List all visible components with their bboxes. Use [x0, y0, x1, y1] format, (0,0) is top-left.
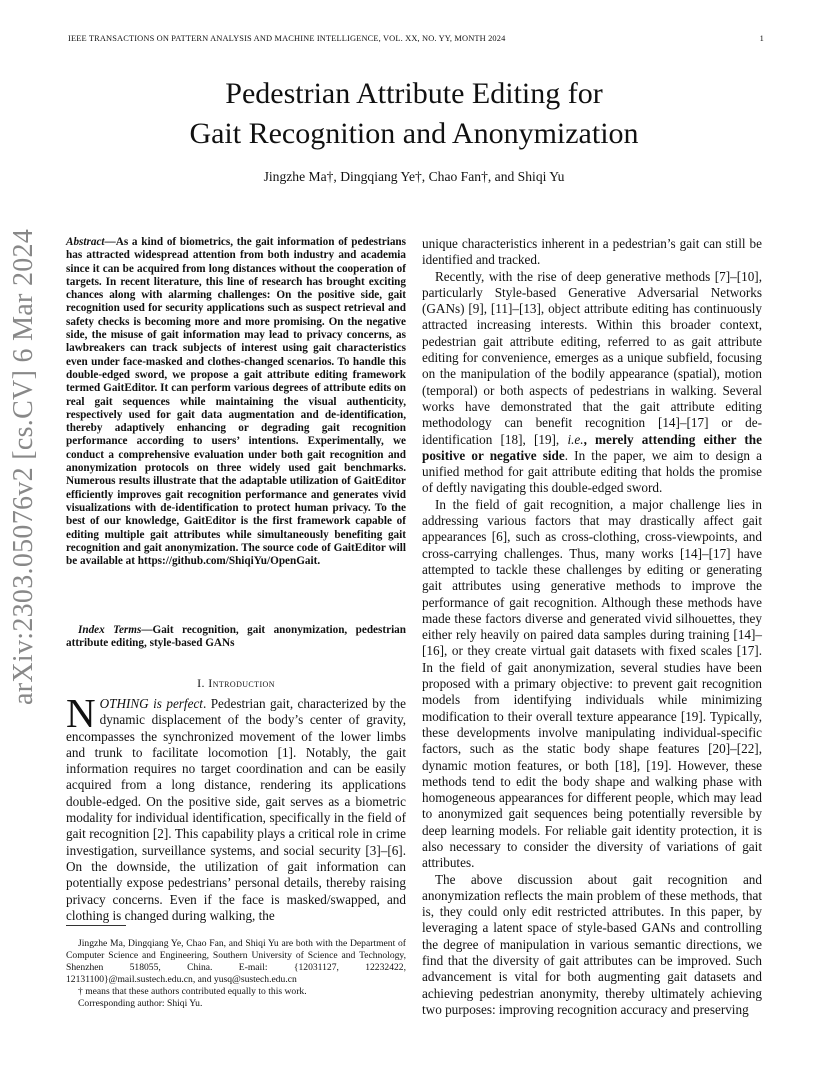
paragraph: unique characteristics inherent in a pedestrian’s gait can still be identified and tracked.	[422, 236, 762, 268]
index-terms-text: —Gait recognition, gait anonymization, pedestrian attribute editing, style-based GANs	[66, 624, 406, 650]
footnote-equal-contribution: † means that these authors contributed equally to this work.	[78, 986, 307, 997]
index-terms-label: Index Terms	[78, 624, 142, 636]
intro-paragraph	[66, 690, 406, 924]
index-terms	[66, 624, 406, 651]
paragraph: The above discussion about gait recognition and anonymization reflects the main problem of these methods, that is, they could only edit restricted attributes. In this paper, by leveraging a latent space of style-based GANs and controlling the degree of manipulation in various semantic directions, we find that the diversity of gait attributes can be improved. Such advancement is vital for both augmenting gait datasets and achieving pedestrian anonymity, thereby ultimately achieving two purposes: improving recognition accuracy and preserving	[422, 871, 762, 1017]
footnote-affiliation: Jingzhe Ma, Dingqiang Ye, Chao Fan, and Shiqi Yu are both with the Department of Computer Science and Engineering, Southern University of Science and Technology, Shenzhen 518055, China. E-mail: {12031127, 12232422, 12131100}@mail.sustech.edu.cn, and yusq@sustech.edu.cn	[66, 938, 406, 985]
author-list: Jingzhe Ma†, Dingqiang Ye†, Chao Fan†, and Shiqi Yu	[263, 169, 565, 184]
paper-title	[90, 74, 738, 154]
abstract-text: —As a kind of biometrics, the gait information of pedestrians has attracted widespread attention from both industry and academia since it can be acquired from long distances without the cooperation of targets. In recent literature, this line of research has brought exciting chances along with alarming challenges: On the positive side, gait recognition used for security applications such as suspect retrieval and safety checks is becoming more and more promising. On the negative side, the misuse of gait information may lead to privacy concerns, as lawbreakers can track subjects of interest using gait characteristics even under face-masked and clothes-changed scenarios. To handle this double-edged sword, we propose a gait attribute editing framework termed GaitEditor. It can perform various degrees of attribute edits on real gait sequences while maintaining the visual authenticity, respectively used for gait data augmentation and de-identification, thereby adaptively enhancing or degrading gait recognition performance according to users’ intentions. Experimentally, we conduct a comprehensive evaluation under both gait recognition and anonymization protocols on three widely used gait benchmarks. Numerous results illustrate that the adaptable utilization of GaitEditor efficiently improves gait recognition performance and generates vivid visualizations with de-identification to protect human privacy. To the best of our knowledge, GaitEditor is the first framework capable of editing multiple gait attributes while simultaneously benefiting gait recognition and gait anonymization. The source code of GaitEditor will be available at https://github.com/ShiqiYu/OpenGait.	[66, 236, 406, 568]
title-line-2: Gait Recognition and Anonymization	[189, 117, 639, 150]
arxiv-stamp[interactable]: arXiv:2303.05076v2 [cs.CV] 6 Mar 2024	[8, 228, 39, 705]
footnotes	[66, 938, 406, 1010]
running-header	[68, 34, 764, 43]
abstract-label: Abstract	[66, 236, 105, 248]
intro-lead: OTHING is perfect	[99, 696, 203, 711]
section-heading: I. Introduction	[197, 676, 275, 690]
paragraph: Recently, with the rise of deep generative methods [7]–[10], particularly Style-based Generative Adversarial Networks (GANs) [9], [11]–[13], object attribute editing has continuously attracted increasing interests. Within this broader context, pedestrian gait attribute editing, referred to as gait attribute editing for convenience, emerges as a unique subfield, focusing on the manipulation of the bodily appearance (spatial), motion (temporal) or both aspects of pedestrians in walking. Several works have demonstrated that the gait attribute editing methodology can benefit recognition [14]–[17] or de-identification [18], [19], i.e., merely attending either the positive or negative side. In the paper, we aim to design a unified method for gait attribute editing that holds the promise of deftly navigating this double-edged sword.	[422, 268, 763, 496]
page-number: 1	[759, 34, 764, 43]
title-line-1: Pedestrian Attribute Editing for	[225, 77, 603, 110]
drop-cap: N	[66, 690, 96, 736]
abstract	[66, 236, 406, 568]
footnote-rule	[66, 925, 126, 926]
intro-text: . Pedestrian gait, characterized by the dynamic displacement of the body’s center of gravity, encompasses the synchronized movement of the lower limbs and trunk to facilitate locomotion [1]. Notably, the gait information requires no target coordination and can be easily acquired from a long distance, rendering its applications double-edged. On the positive side, gait serves as a biometric modality for individual identification, specifically in the field of gait recognition [2]. This capability plays a critical role in crime investigation, surveillance systems, and social security [3]–[6]. On the downside, the utilization of gait information can potentially expose pedestrians’ personal details, thereby raising privacy concerns. Even if the face is masked/swapped, and clothing is changed during walking, the	[66, 696, 406, 923]
paragraph: In the field of gait recognition, a major challenge lies in addressing various factors that may drastically affect gait appearances [6], such as cross-clothing, cross-viewpoints, and cross-carrying challenges. Thus, many works [14]–[17] have attempted to tackle these challenges by editing or generating gait attributes using generative methods to improve the performance of gait recognition. Although these methods have made these factors diverse and generated vivid silhouettes, they either rely heavily on paired data samples during training [14]–[16], or they create virtual gait datasets with fixed scales [17]. In the field of gait anonymization, several studies have been proposed with a primary objective: to prevent gait recognition models from identifying individuals while minimizing modification to their overall texture appearance [19]. Typically, these developments involve manipulating individual-specific factors, such as the static body shape features [20]–[22], dynamic motion features, or both [18], [19]. However, these methods tend to edit the body shape and walking phase with homogeneous appearances for different people, which may lead to anonymized gait sequences being potentially reversible by deep learning models. For reliable gait identity protection, it is also necessary to consider the diversity of variations of gait attributes.	[422, 496, 762, 871]
journal-line: IEEE TRANSACTIONS ON PATTERN ANALYSIS AND MACHINE INTELLIGENCE, VOL. XX, NO. YY, MONTH 2024	[68, 34, 506, 43]
footnote-corresponding: Corresponding author: Shiqi Yu.	[78, 998, 203, 1009]
right-column	[422, 236, 762, 1018]
